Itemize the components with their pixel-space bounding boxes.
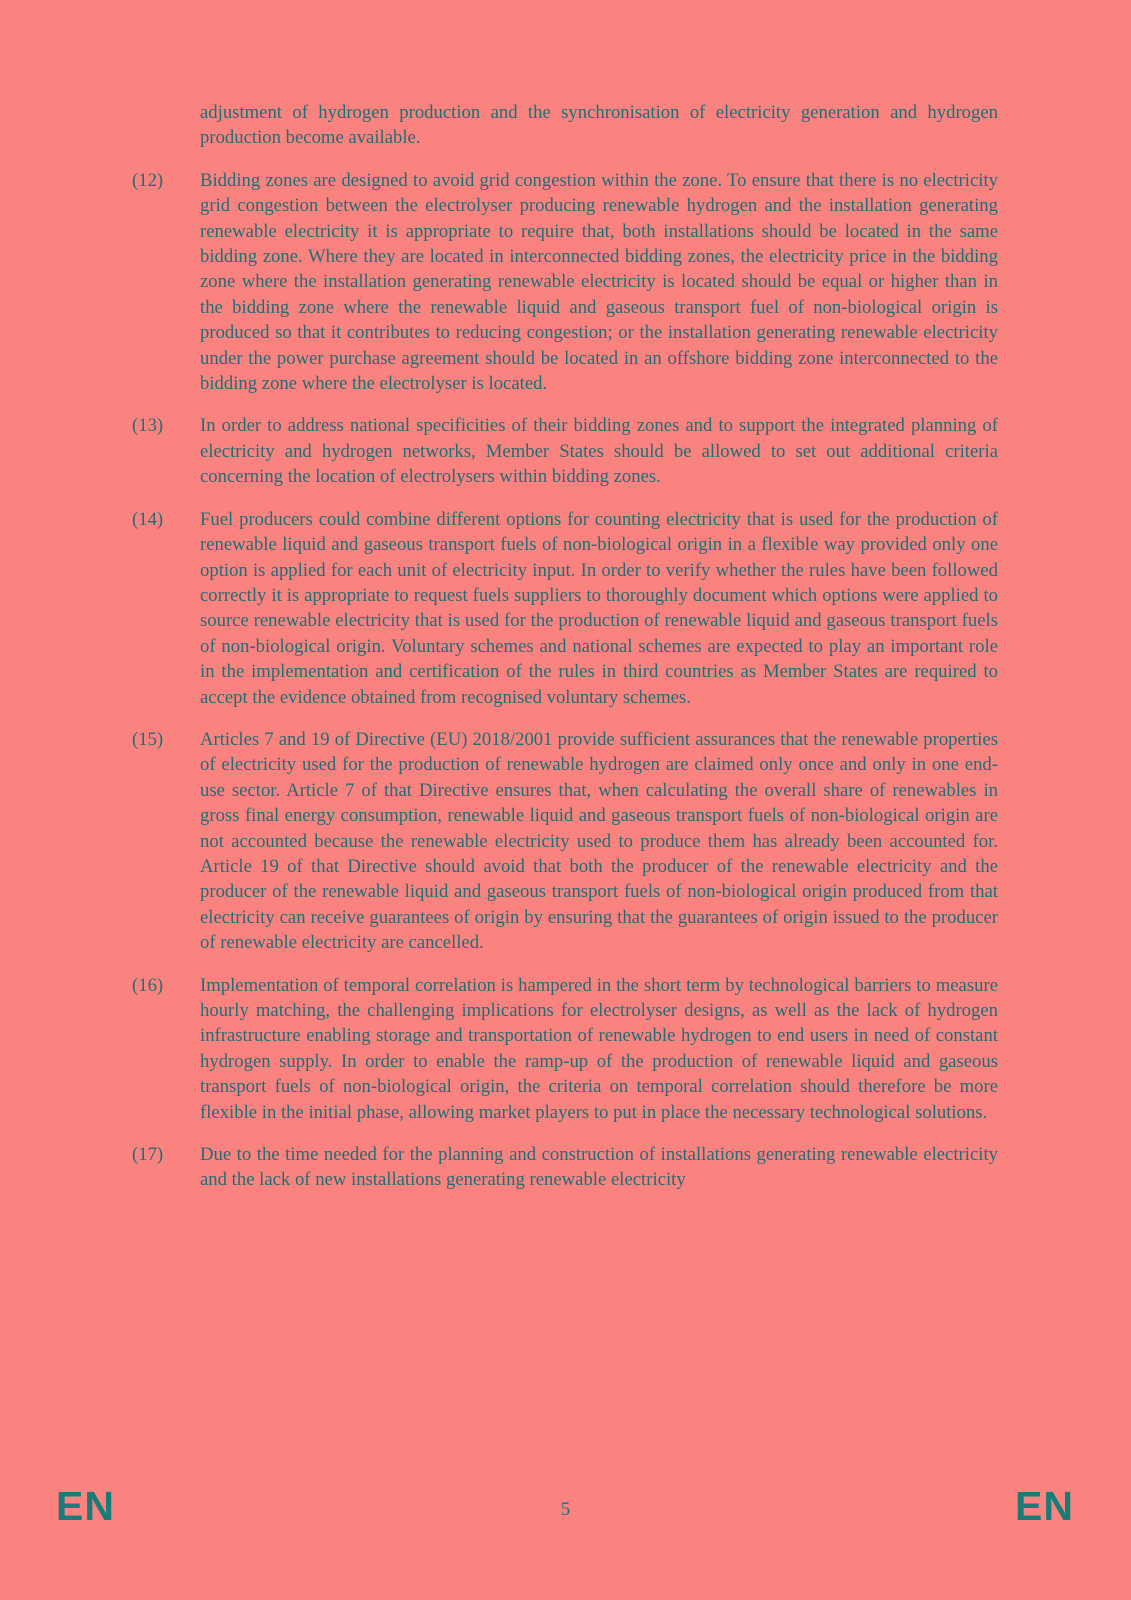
recital-number: (16) [132,974,164,996]
recital-15 [132,727,998,956]
paragraph-continuation: adjustment of hydrogen production and the synchronisation of electricity generation and hydrogen production become available. [200,102,998,149]
language-code-right: EN [1015,1483,1074,1529]
recital-number: (13) [132,415,164,437]
recital-text: Due to the time needed for the planning and construction of installations generating renewable electricity and the lack of new installations generating renewable electricity [200,1144,998,1191]
recital-number: (12) [132,169,164,191]
recital-12 [132,168,998,397]
recital-text: Fuel producers could combine different options for counting electricity that is used for the production of renewable liquid and gaseous transport fuels of non-biological origin in a flexible way provided only one option is applied for each unit of electricity input. In order to verify whether the rules have been followed correctly it is appropriate to request fuels suppliers to thoroughly document which options were applied to source renewable electricity that is used for the production of renewable liquid and gaseous transport fuels of non-biological origin. Voluntary schemes and national schemes are expected to play an important role in the implementation and certification of the rules in third countries as Member States are required to accept the evidence obtained from recognised voluntary schemes. [200,508,998,708]
recital-17 [132,1142,998,1193]
recital-text: Bidding zones are designed to avoid grid congestion within the zone. To ensure that there is no electricity grid congestion between the electrolyser producing renewable hydrogen and the installation generating renewable electricity it is appropriate to require that, both installations should be located in the same bidding zone. Where they are located in interconnected bidding zones, the electricity price in the bidding zone where the installation generating renewable electricity is located should be equal or higher than in the bidding zone where the renewable liquid and gaseous transport fuel of non-biological origin is produced so that it contributes to reducing congestion; or the installation generating renewable electricity under the power purchase agreement should be located in an offshore bidding zone interconnected to the bidding zone where the electrolyser is located. [200,169,998,395]
recital-16 [132,973,998,1125]
recitals-section [132,100,998,1210]
recital-number: (17) [132,1144,164,1166]
recital-text: In order to address national specificities of their bidding zones and to support the integrated planning of electricity and hydrogen networks, Member States should be allowed to set out additional criteria concerning the location of electrolysers within bidding zones. [200,415,998,488]
page-number: 5 [560,1499,571,1520]
recital-13 [132,413,998,489]
recital-14 [132,507,998,710]
language-code-left: EN [56,1483,115,1529]
recital-number: (14) [132,508,164,530]
recital-number: (15) [132,728,164,750]
recital-text: Articles 7 and 19 of Directive (EU) 2018/2001 provide sufficient assurances that the renewable properties of electricity used for the production of renewable hydrogen are claimed only once and only in one end-use sector. Article 7 of that Directive ensures that, when calculating the overall share of renewables in gross final energy consumption, renewable liquid and gaseous transport fuels of non-biological origin are not accounted because the renewable electricity used to produce them has already been accounted for. Article 19 of that Directive should avoid that both the producer of the renewable electricity and the producer of the renewable liquid and gaseous transport fuels of non-biological origin produced from that electricity can receive guarantees of origin by ensuring that the guarantees of origin issued to the producer of renewable electricity are cancelled. [200,728,998,954]
recital-text: Implementation of temporal correlation is hampered in the short term by technological barriers to measure hourly matching, the challenging implications for electrolyser designs, as well as the lack of hydrogen infrastructure enabling storage and transportation of renewable hydrogen to end users in need of constant hydrogen supply. In order to enable the ramp-up of the production of renewable liquid and gaseous transport fuels of non-biological origin, the criteria on temporal correlation should therefore be more flexible in the initial phase, allowing market players to put in place the necessary technological solutions. [200,974,998,1123]
